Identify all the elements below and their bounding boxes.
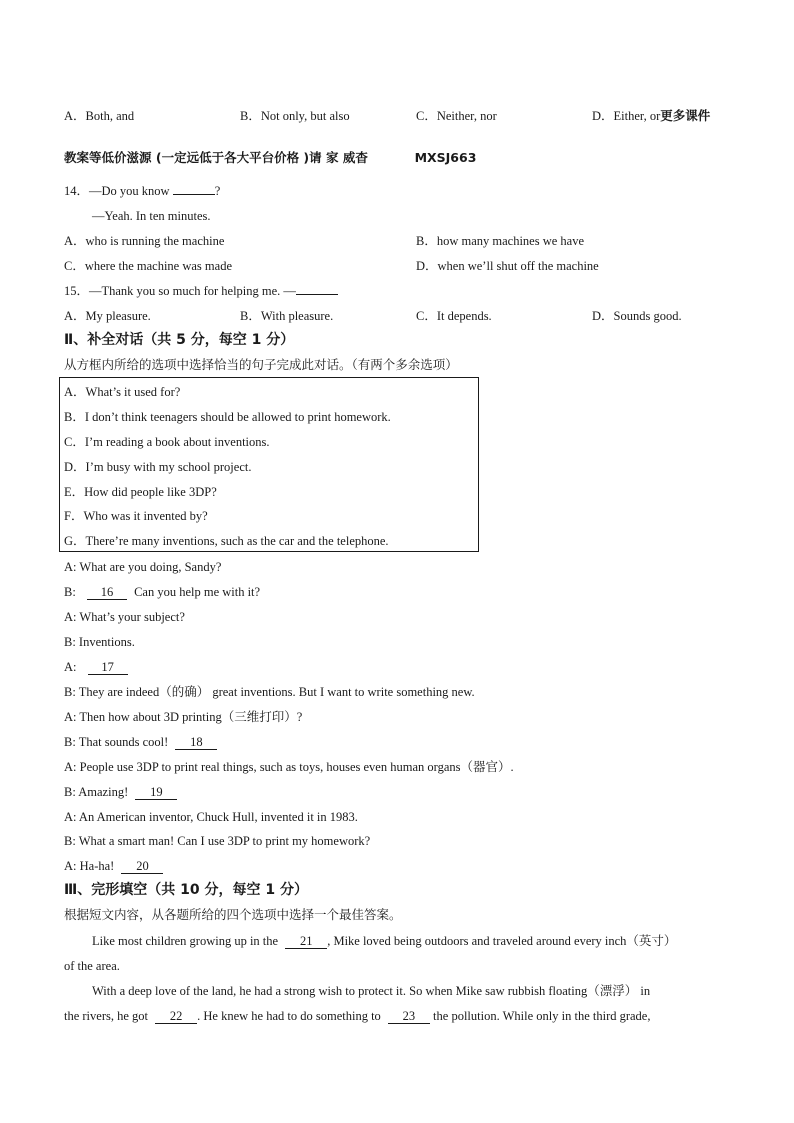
passage-line-4	[64, 1008, 651, 1024]
dialogue-line-4: B: Inventions.	[64, 635, 135, 649]
dialogue-line-2-text: Can you help me with it?	[134, 585, 261, 599]
blank-19[interactable]: 19	[135, 785, 177, 800]
section2-heading: Ⅱ、补全对话（共 5 分，每空 1 分）	[64, 332, 295, 348]
passage-line-3: With a deep love of the land, he had a strong wish to protect it. So when Mike saw rubbish floating（漂浮） in	[92, 984, 651, 998]
dialogue-line-10-text: B: Amazing!	[64, 785, 129, 799]
blank-23[interactable]: 23	[388, 1009, 430, 1024]
q14-stem	[64, 183, 220, 199]
promo-banner	[64, 150, 476, 166]
section3-instruction: 根据短文内容，从各题所给的四个选项中选择一个最佳答案。	[64, 907, 402, 922]
q14-blank[interactable]	[173, 194, 215, 195]
q14-option-a: A．who is running the machine	[64, 234, 225, 248]
more-courseware-link[interactable]: 更多课件	[660, 108, 711, 123]
box-option-g: G．There’re many inventions, such as the car and the telephone.	[64, 534, 389, 548]
q15-option-c: C．It depends.	[416, 309, 492, 323]
q13-option-d-text: D．Either, or	[592, 109, 661, 123]
passage-line-2: of the area.	[64, 959, 120, 973]
passage-text: , Mike loved being outdoors and traveled around every inch（英寸）	[327, 934, 677, 948]
box-option-a: A．What’s it used for?	[64, 385, 181, 399]
dialogue-line-13	[64, 858, 163, 874]
dialogue-line-9: A: People use 3DP to print real things, such as toys, houses even human organs（器官）.	[64, 760, 514, 774]
dialogue-line-12: B: What a smart man! Can I use 3DP to print my homework?	[64, 834, 371, 848]
q15-option-d: D．Sounds good.	[592, 309, 682, 323]
q14-option-c: C．where the machine was made	[64, 259, 232, 273]
q14-stem-end: ?	[214, 184, 221, 198]
options-box	[59, 377, 479, 552]
dialogue-line-8-text: B: That sounds cool!	[64, 735, 169, 749]
q15-option-b: B．With pleasure.	[240, 309, 334, 323]
q14-reply: —Yeah. In ten minutes.	[92, 209, 211, 223]
dialogue-line-2	[64, 584, 260, 600]
box-option-b: B．I don’t think teenagers should be allowed to print homework.	[64, 410, 391, 424]
box-option-c: C．I’m reading a book about inventions.	[64, 435, 270, 449]
q13-option-d	[592, 108, 710, 124]
dialogue-line-7: A: Then how about 3D printing（三维打印）?	[64, 710, 303, 724]
box-option-d: D．I’m busy with my school project.	[64, 460, 252, 474]
speaker-label: B:	[64, 585, 76, 599]
q15-option-a: A．My pleasure.	[64, 309, 151, 323]
blank-20[interactable]: 20	[121, 859, 163, 874]
section2-instruction: 从方框内所给的选项中选择恰当的句子完成此对话。（有两个多余选项）	[64, 357, 458, 372]
dialogue-line-13-text: A: Ha-ha!	[64, 859, 115, 873]
blank-17[interactable]: 17	[88, 660, 128, 675]
q13-option-a: A．Both, and	[64, 109, 135, 123]
promo-code: MXSJ663	[414, 150, 477, 165]
q14-stem-text: 14．—Do you know	[64, 184, 170, 198]
dialogue-line-8	[64, 734, 217, 750]
passage-text: the pollution. While only in the third grade,	[433, 1009, 651, 1023]
q15-stem-text: 15．—Thank you so much for helping me. —	[64, 284, 296, 298]
dialogue-line-3: A: What’s your subject?	[64, 610, 185, 624]
q15-stem	[64, 283, 338, 299]
dialogue-line-1: A: What are you doing, Sandy?	[64, 560, 222, 574]
q14-option-d: D．when we’ll shut off the machine	[416, 259, 599, 273]
dialogue-line-6: B: They are indeed（的确） great inventions. But I want to write something new.	[64, 685, 475, 699]
q13-option-c: C．Neither, nor	[416, 109, 497, 123]
q14-option-b: B．how many machines we have	[416, 234, 585, 248]
blank-21[interactable]: 21	[285, 934, 327, 949]
q15-blank[interactable]	[296, 294, 338, 295]
blank-16[interactable]: 16	[87, 585, 127, 600]
box-option-e: E．How did people like 3DP?	[64, 485, 217, 499]
speaker-label: A:	[64, 660, 77, 674]
box-option-f: F．Who was it invented by?	[64, 509, 208, 523]
passage-line-1	[92, 933, 676, 949]
blank-18[interactable]: 18	[175, 735, 217, 750]
passage-text: . He knew he had to do something to	[197, 1009, 381, 1023]
q13-option-b: B．Not only, but also	[240, 109, 350, 123]
dialogue-line-11: A: An American inventor, Chuck Hull, invented it in 1983.	[64, 810, 358, 824]
dialogue-line-5	[64, 659, 128, 675]
section3-heading: Ⅲ、完形填空（共 10 分，每空 1 分）	[64, 882, 308, 898]
dialogue-line-10	[64, 784, 177, 800]
blank-22[interactable]: 22	[155, 1009, 197, 1024]
passage-text: Like most children growing up in the	[92, 934, 279, 948]
passage-text: the rivers, he got	[64, 1009, 149, 1023]
promo-text: 教案等低价滋源 (一定远低于各大平台价格 )请 家 威杳	[64, 150, 368, 165]
